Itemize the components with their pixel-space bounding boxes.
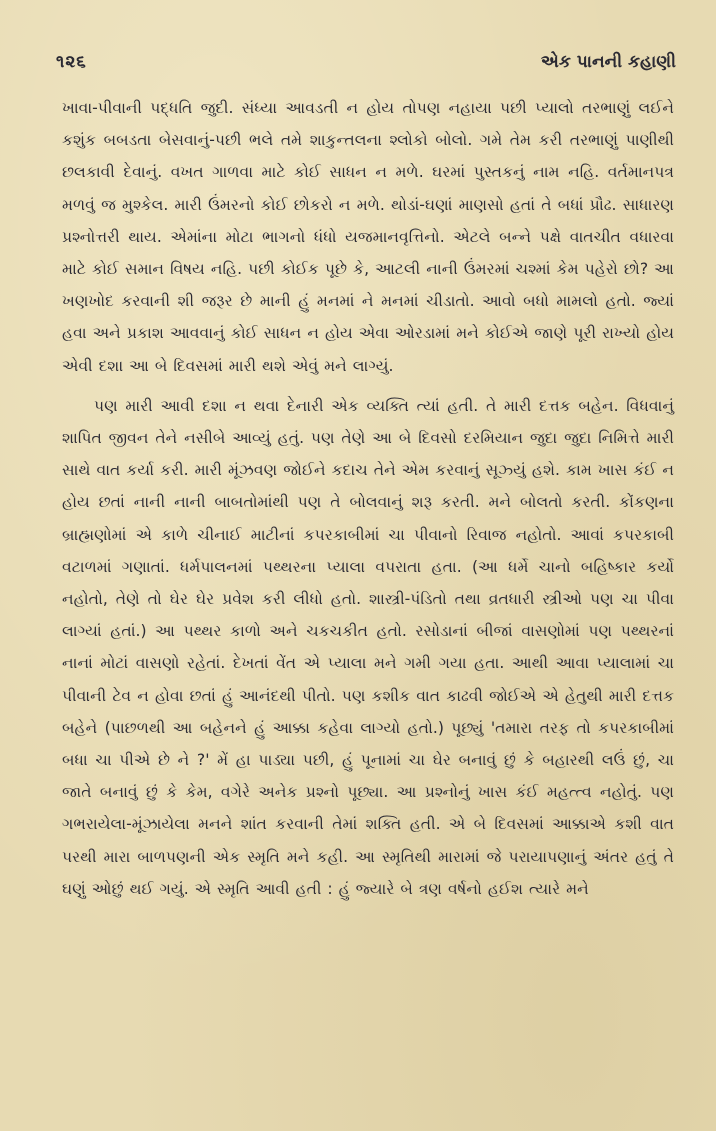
running-title: એક પાનની કહાણી — [540, 52, 676, 72]
body-text — [62, 92, 674, 905]
paragraph-continued: ખાવા-પીવાની પદ્ધતિ જુદી. સંધ્યા આવડતી ન હોય તોપણ નહાયા પછી પ્યાલો તરભાણું લઈને કશુંક બબડતા બેસવાનું-પછી ભલે તમે શાકુન્તલના શ્લોકો બોલો. ગમે તેમ કરી તરભાણું પાણીથી છલકાવી દેવાનું. વખત ગાળવા માટે કોઈ સાધન ન મળે. ઘરમાં પુસ્તકનું નામ નહિ. વર્તમાનપત્ર મળવું જ મુશ્કેલ. મારી ઉંમરનો કોઈ છોકરો ન મળે. થોડાં-ઘણાં માણસો હતાં તે બધાં પ્રૌઢ. સાધારણ પ્રશ્નોત્તરી થાય. એમાંના મોટા ભાગનો ધંધો યજમાનવૃત્તિનો. એટલે બન્ને પક્ષે વાતચીત વધારવા માટે કોઈ સમાન વિષય નહિ. પછી કોઈક પૂછે કે, આટલી નાની ઉંમરમાં ચશ્માં કેમ પહેરો છો? આ ખણખોદ કરવાની શી જરૂર છે માની હું મનમાં ને મનમાં ચીડાતો. આવો બધો મામલો હતો. જ્યાં હવા અને પ્રકાશ આવવાનું કોઈ સાધન ન હોય એવા ઓરડામાં મને કોઈએ જાણે પૂરી રાખ્યો હોય એવી દશા આ બે દિવસમાં મારી થશે એવું મને લાગ્યું. — [62, 99, 674, 375]
page-number: ૧૨૬ — [56, 52, 87, 72]
page-header — [56, 52, 676, 82]
paragraph: પણ મારી આવી દશા ન થવા દેનારી એક વ્યક્તિ ત્યાં હતી. તે મારી દત્તક બહેન. વિધવાનું શાપિત જીવન તેને નસીબે આવ્યું હતું. પણ તેણે આ બે દિવસો દરમિયાન જુદા જુદા નિમિત્તે મારી સાથે વાત કર્યા કરી. મારી મૂંઝવણ જોઈને કદાચ તેને એમ કરવાનું સૂઝ્યું હશે. કામ ખાસ કંઈ ન હોય છતાં નાની નાની બાબતોમાંથી પણ તે બોલવાનું શરૂ કરતી. મને બોલતો કરતી. કોંકણના બ્રાહ્મણોમાં એ કાળે ચીનાઈ માટીનાં કપરકાબીમાં ચા પીવાનો રિવાજ નહોતો. આવાં કપરકાબી વટાળમાં ગણાતાં. ધર્મપાલનમાં પથ્થરના પ્યાલા વપરાતા હતા. (આ ધર્મે ચાનો બહિષ્કાર કર્યો નહોતો, તેણે તો ઘેર ઘેર પ્રવેશ કરી લીધો હતો. શાસ્ત્રી-પંડિતો તથા વ્રતધારી સ્ત્રીઓ પણ ચા પીવા લાગ્યાં હતાં.) આ પથ્થર કાળો અને ચકચકીત હતો. રસોડાનાં બીજાં વાસણોમાં પણ પથ્થરનાં નાનાં મોટાં વાસણો રહેતાં. દેખતાં વેંત એ પ્યાલા મને ગમી ગયા હતા. આથી આવા પ્યાલામાં ચા પીવાની ટેવ ન હોવા છતાં હું આનંદથી પીતો. પણ કશીક વાત કાઢવી જોઈએ એ હેતુથી મારી દત્તક બહેને (પાછળથી આ બહેનને હું આક્કા કહેવા લાગ્યો હતો.) પૂછ્યું 'તમારા તરફ તો કપરકાબીમાં બધા ચા પીએ છે ને ?' મેં હા પાડ્યા પછી, હું પૂનામાં ચા ઘેર બનાવું છું કે બહારથી લઉં છું, ચા જાતે બનાવું છું કે કેમ, વગેરે અનેક પ્રશ્નો પૂછ્યા. આ પ્રશ્નોનું ખાસ કંઈ મહત્ત્વ નહોતું. પણ ગભરાયેલા-મૂંઝાયેલા મનને શાંત કરવાની તેમાં શક્તિ હતી. એ બે દિવસમાં આક્કાએ કશી વાત પરથી મારા બાળપણની એક સ્મૃતિ મને કહી. આ સ્મૃતિથી મારામાં જે પરાયાપણાનું અંતર હતું તે ઘણું ઓછું થઈ ગયું. એ સ્મૃતિ આવી હતી : હું જ્યારે બે ત્રણ વર્ષનો હઈશ ત્યારે મને — [62, 396, 674, 898]
